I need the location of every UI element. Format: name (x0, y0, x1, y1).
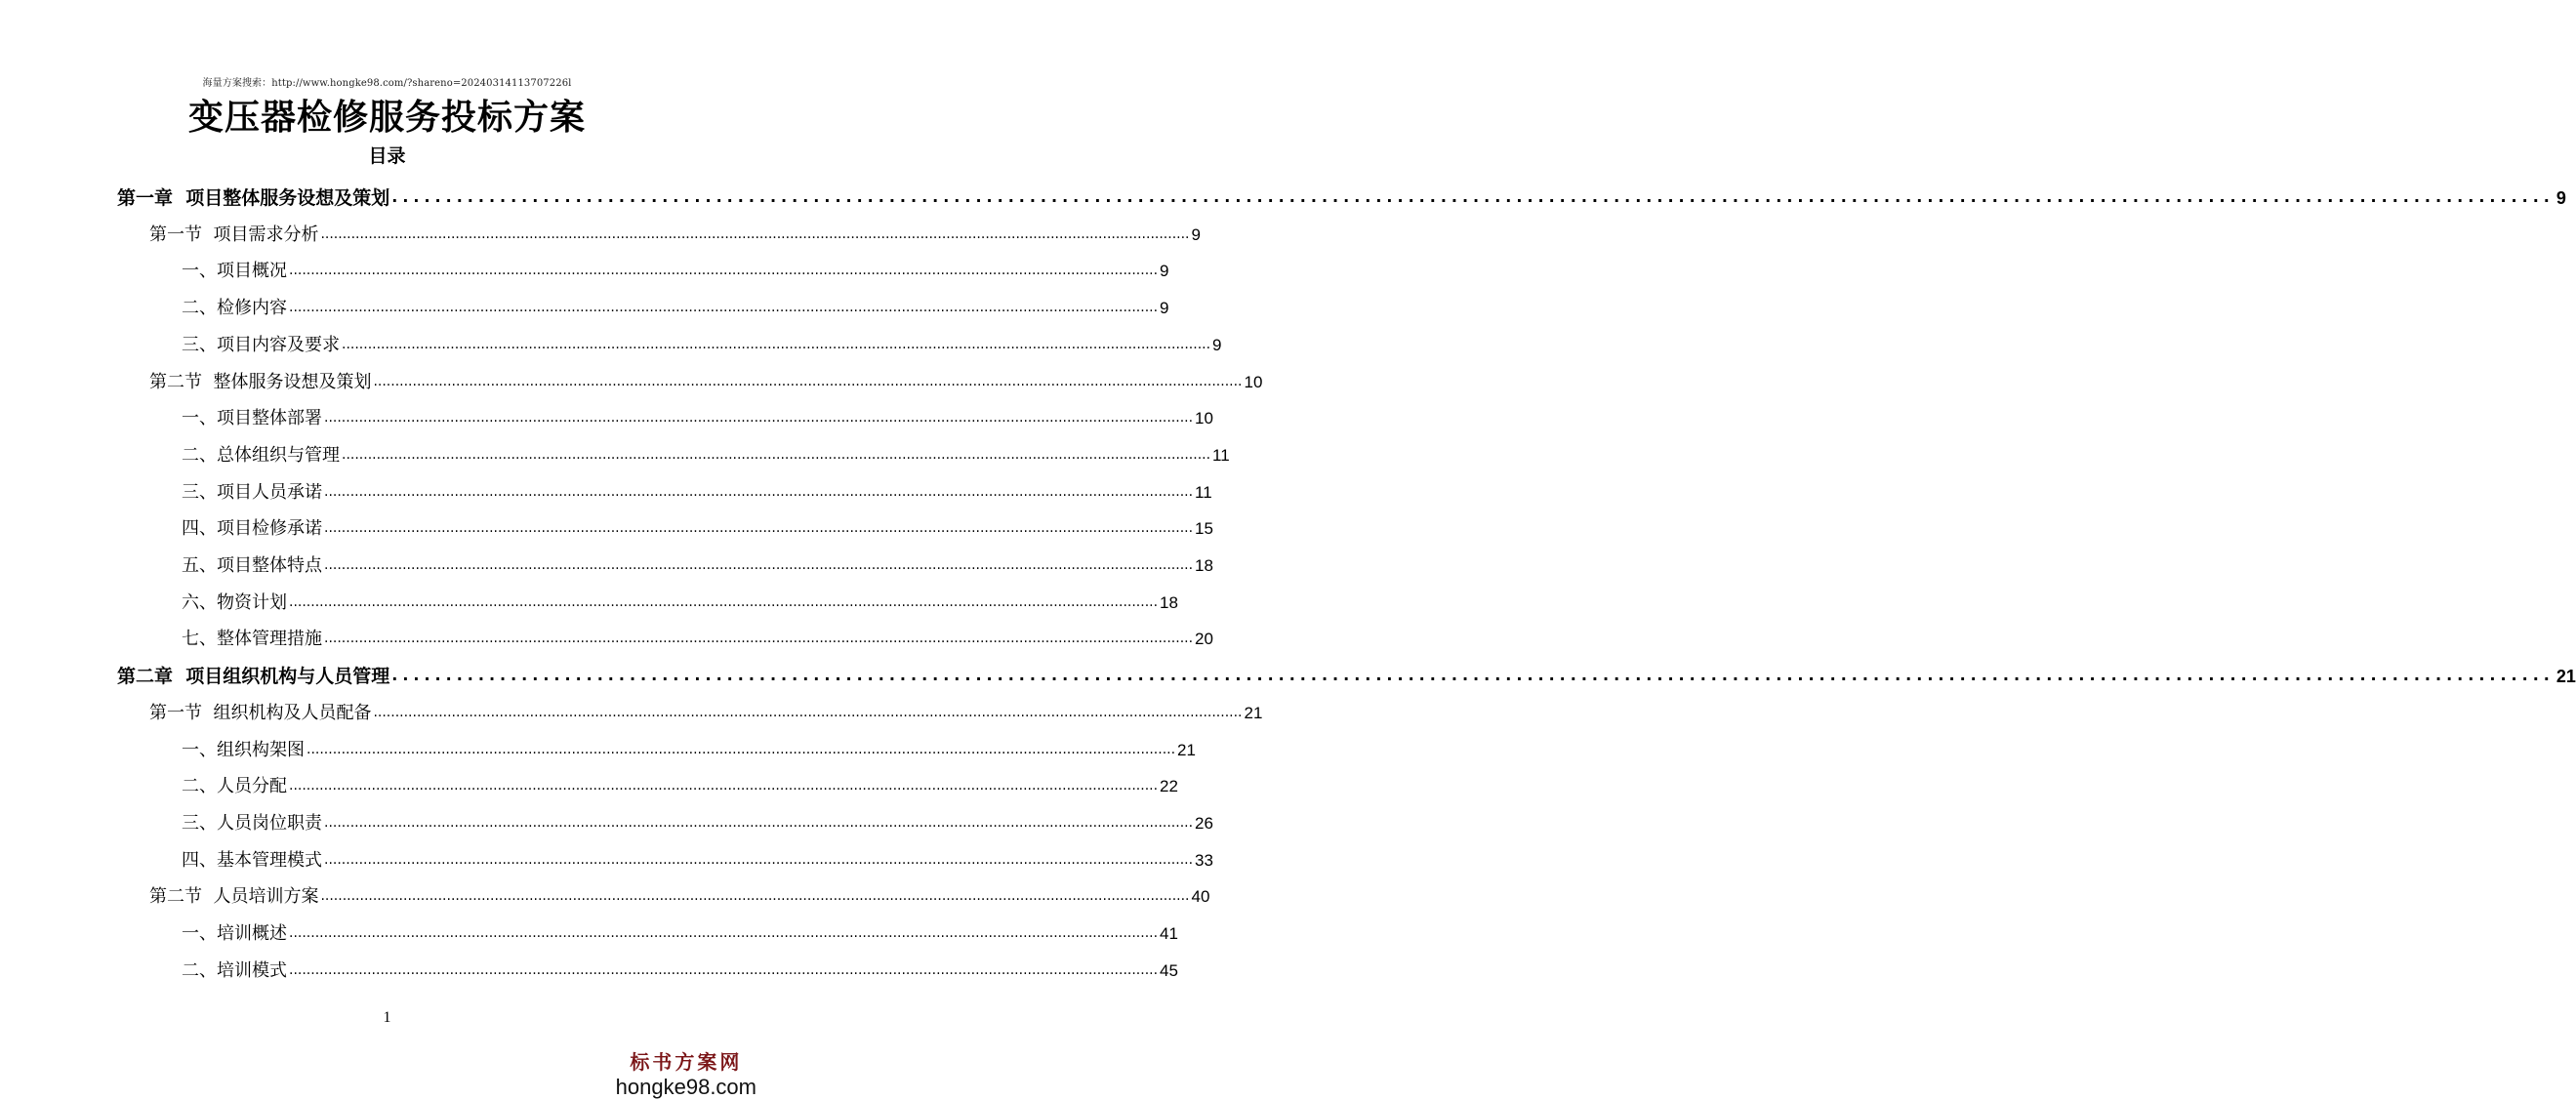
toc-entry-label: 三、人员岗位职责 (182, 812, 322, 834)
toc-entry-item[interactable] (182, 617, 1213, 650)
toc-entry-label: 五、项目整体特点 (182, 555, 322, 576)
toc-dot-leader: ........................................................................................................................................................................................................ (289, 263, 1159, 279)
toc-entry-page: 10 (1244, 372, 1263, 391)
toc-entry-page: 21 (2556, 667, 2576, 687)
toc-entry-page: 40 (1191, 887, 1210, 907)
toc-entry-label: 四、基本管理模式 (182, 849, 322, 871)
toc-entry-label: 第二节 整体服务设想及策划 (149, 371, 372, 392)
toc-entry-page: 26 (1195, 813, 1213, 833)
toc-dot-leader: ........................................................................................................................................................................................................ (324, 483, 1194, 500)
toc-entry-page: 18 (1160, 592, 1178, 612)
toc-entry-label: 二、人员分配 (182, 776, 287, 797)
toc-entry-label: 第二节 人员培训方案 (149, 886, 319, 908)
toc-entry-page: 9 (2556, 188, 2566, 208)
toc-entry-label: 三、项目人员承诺 (182, 481, 322, 503)
toc-entry-page: 45 (1160, 960, 1178, 980)
toc-dot-leader: ........................................................................................................................................................................................................ (342, 446, 1211, 463)
toc-dot-leader: ........................................................................................................................................................................................................ (324, 631, 1194, 647)
toc-entry-label: 第一章 项目整体服务设想及策划 (117, 187, 390, 209)
toc-entry-section[interactable] (149, 875, 1210, 908)
toc-dot-leader: ........................................................................................................................................................................................................ (289, 778, 1159, 794)
toc-dot-leader: ........................................................................................................................................................................................................ (324, 410, 1194, 427)
toc-entry-page: 9 (1160, 262, 1169, 281)
toc-entry-label: 一、项目概况 (182, 261, 287, 282)
toc-entry-label: 一、培训概述 (182, 923, 287, 944)
toc-entry-label: 第一节 组织机构及人员配备 (149, 702, 372, 723)
toc-entry-item[interactable] (182, 507, 1213, 540)
document-title: 变压器检修服务投标方案 (187, 97, 586, 138)
toc-entry-label: 第一节 项目需求分析 (149, 224, 319, 245)
toc-entry-label: 一、组织构架图 (182, 739, 305, 760)
toc-entry-section[interactable] (149, 691, 1263, 724)
header-search-line: 海量方案搜索：http://www.hongke98.com/?shareno=20240314113707226l (202, 78, 572, 89)
toc-dot-leader: ........................................................................................................................................................................................................ (320, 888, 1190, 905)
toc-dot-leader: ........................................................................................................................................................................................................ (324, 851, 1194, 868)
toc-dot-leader: ........................................................................................................................................................................................................ (373, 373, 1243, 389)
toc-entry-item[interactable] (182, 949, 1178, 982)
toc-entry-page: 10 (1195, 409, 1213, 428)
toc-entry-label: 七、整体管理措施 (182, 629, 322, 650)
watermark-cn-text: 标书方案网 (630, 1050, 743, 1074)
toc-entry-page: 15 (1195, 519, 1213, 539)
toc-dot-leader: ........................................................................................................................................................................................................ (289, 925, 1159, 941)
toc-entry-page: 21 (1244, 703, 1263, 722)
toc-entry-item[interactable] (182, 801, 1213, 835)
toc-entry-label: 二、总体组织与管理 (182, 444, 340, 466)
toc-entry-item[interactable] (182, 581, 1178, 614)
toc-entry-page: 20 (1195, 630, 1213, 649)
toc-dot-leader: ........................................................................................................................................................................................................ (320, 225, 1190, 242)
toc-dot-leader: ........................................................................................................................................................................................................ (324, 557, 1194, 573)
toc-dot-leader: ........................................................................................................................................................................................................ (391, 666, 2555, 685)
toc-entry-label: 六、物资计划 (182, 591, 287, 613)
toc-entry-item[interactable] (182, 286, 1169, 319)
toc-entry-page: 22 (1160, 777, 1178, 796)
toc-entry-label: 四、项目检修承诺 (182, 518, 322, 540)
toc-entry-page: 11 (1195, 482, 1212, 502)
toc-dot-leader: ........................................................................................................................................................................................................ (289, 593, 1159, 610)
toc-entry-page: 33 (1195, 850, 1213, 870)
toc-entry-page: 9 (1212, 335, 1222, 354)
toc-dot-leader: ........................................................................................................................................................................................................ (307, 741, 1176, 757)
toc-entry-item[interactable] (182, 764, 1178, 797)
toc-entry-item[interactable] (182, 433, 1230, 467)
toc-entry-label: 第二章 项目组织机构与人员管理 (117, 666, 390, 688)
toc-entry-item[interactable] (182, 323, 1222, 356)
toc-dot-leader: ........................................................................................................................................................................................................ (324, 520, 1194, 537)
toc-entry-chapter[interactable] (117, 176, 2566, 209)
toc-entry-page: 41 (1160, 924, 1178, 943)
toc-entry-page: 11 (1212, 445, 1230, 465)
toc-entry-page: 9 (1160, 299, 1169, 318)
toc-entry-section[interactable] (149, 360, 1263, 393)
watermark-en-text: hongke98.com (615, 1075, 756, 1099)
toc-dot-leader: ........................................................................................................................................................................................................ (373, 704, 1243, 720)
toc-entry-chapter[interactable] (117, 654, 2576, 688)
toc-dot-leader: ........................................................................................................................................................................................................ (342, 336, 1211, 352)
toc-heading: 目录 (368, 145, 406, 167)
toc-entry-label: 二、检修内容 (182, 298, 287, 319)
toc-entry-item[interactable] (182, 838, 1213, 872)
toc-dot-leader: ........................................................................................................................................................................................................ (324, 814, 1194, 831)
toc-entry-item[interactable] (182, 544, 1213, 577)
watermark-logo (616, 1046, 756, 1100)
toc-dot-leader: ........................................................................................................................................................................................................ (289, 300, 1159, 316)
page-number: 1 (383, 1009, 391, 1026)
toc-entry-page: 18 (1195, 556, 1213, 575)
toc-entry-page: 9 (1191, 224, 1201, 244)
toc-entry-item[interactable] (182, 396, 1213, 429)
toc-entry-item[interactable] (182, 470, 1212, 504)
toc-entry-section[interactable] (149, 213, 1201, 246)
toc-entry-item[interactable] (182, 249, 1169, 282)
toc-entry-label: 二、培训模式 (182, 959, 287, 981)
toc-dot-leader: ........................................................................................................................................................................................................ (391, 187, 2555, 206)
toc-entry-label: 三、项目内容及要求 (182, 334, 340, 355)
toc-entry-label: 一、项目整体部署 (182, 408, 322, 429)
toc-entry-item[interactable] (182, 728, 1196, 761)
toc-entry-item[interactable] (182, 912, 1178, 945)
toc-dot-leader: ........................................................................................................................................................................................................ (289, 961, 1159, 978)
toc-entry-page: 21 (1177, 740, 1196, 759)
